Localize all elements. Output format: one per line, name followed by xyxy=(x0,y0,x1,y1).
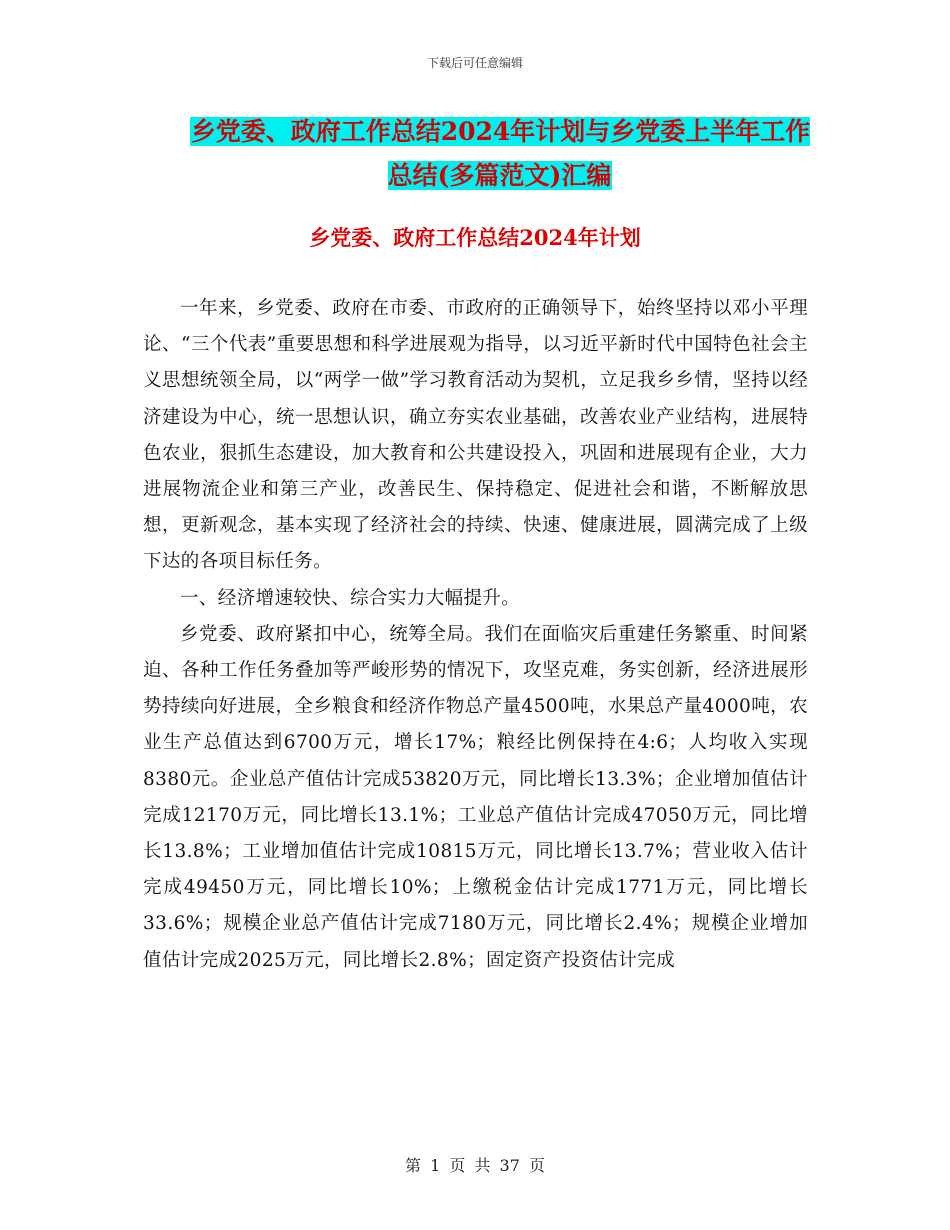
paragraph-economy: 乡党委、政府紧扣中心，统筹全局。我们在面临灾后重建任务繁重、时间紧迫、各种工作任务叠加等严峻形势的情况下，攻坚克难，务实创新，经济进展形势持续向好进展，全乡粮食和经济作物总产量4500吨，水果总产量4000吨，农业生产总值达到6700万元，增长17%；粮经比例保持在4:6；人均收入实现8380元。企业总产值估计完成53820万元，同比增长13.3%；企业增加值估计完成12170万元，同比增长13.1%；工业总产值估计完成47050万元，同比增长13.8%；工业增加值估计完成10815万元，同比增长13.7%；营业收入估计完成49450万元，同比增长10%；上缴税金估计完成1771万元，同比增长33.6%；规模企业总产值估计完成7180万元，同比增长2.4%；规模企业增加值估计完成2025万元，同比增长2.8%；固定资产投资估计完成 xyxy=(143,623,808,971)
document-title xyxy=(180,110,820,198)
header-note: 下载后可任意编辑 xyxy=(426,56,523,70)
section-title: 乡党委、政府工作总结2024年计划 xyxy=(309,225,641,250)
document-body xyxy=(143,291,808,979)
paragraph-intro: 一年来，乡党委、政府在市委、市政府的正确领导下，始终坚持以邓小平理论、“三个代表”重要思想和科学进展观为指导，以习近平新时代中国特色社会主义思想统领全局，以“两学一做”学习教育活动为契机，立足我乡乡情，坚持以经济建设为中心，统一思想认识，确立夯实农业基础，改善农业产业结构，进展特色农业，狠抓生态建设，加大教育和公共建设投入，巩固和进展现有企业，大力进展物流企业和第三产业，改善民生、保持稳定、促进社会和谐，不断解放思想，更新观念，基本实现了经济社会的持续、快速、健康进展，圆满完成了上级下达的各项目标任务。 xyxy=(143,298,808,573)
document-title-text: 乡党委、政府工作总结2024年计划与乡党委上半年工作总结(多篇范文)汇编 xyxy=(190,117,811,190)
paragraph-heading-1: 一、经济增速较快、综合实力大幅提升。 xyxy=(180,587,521,609)
page-footer: 第 1 页 共 37 页 xyxy=(405,1156,545,1175)
